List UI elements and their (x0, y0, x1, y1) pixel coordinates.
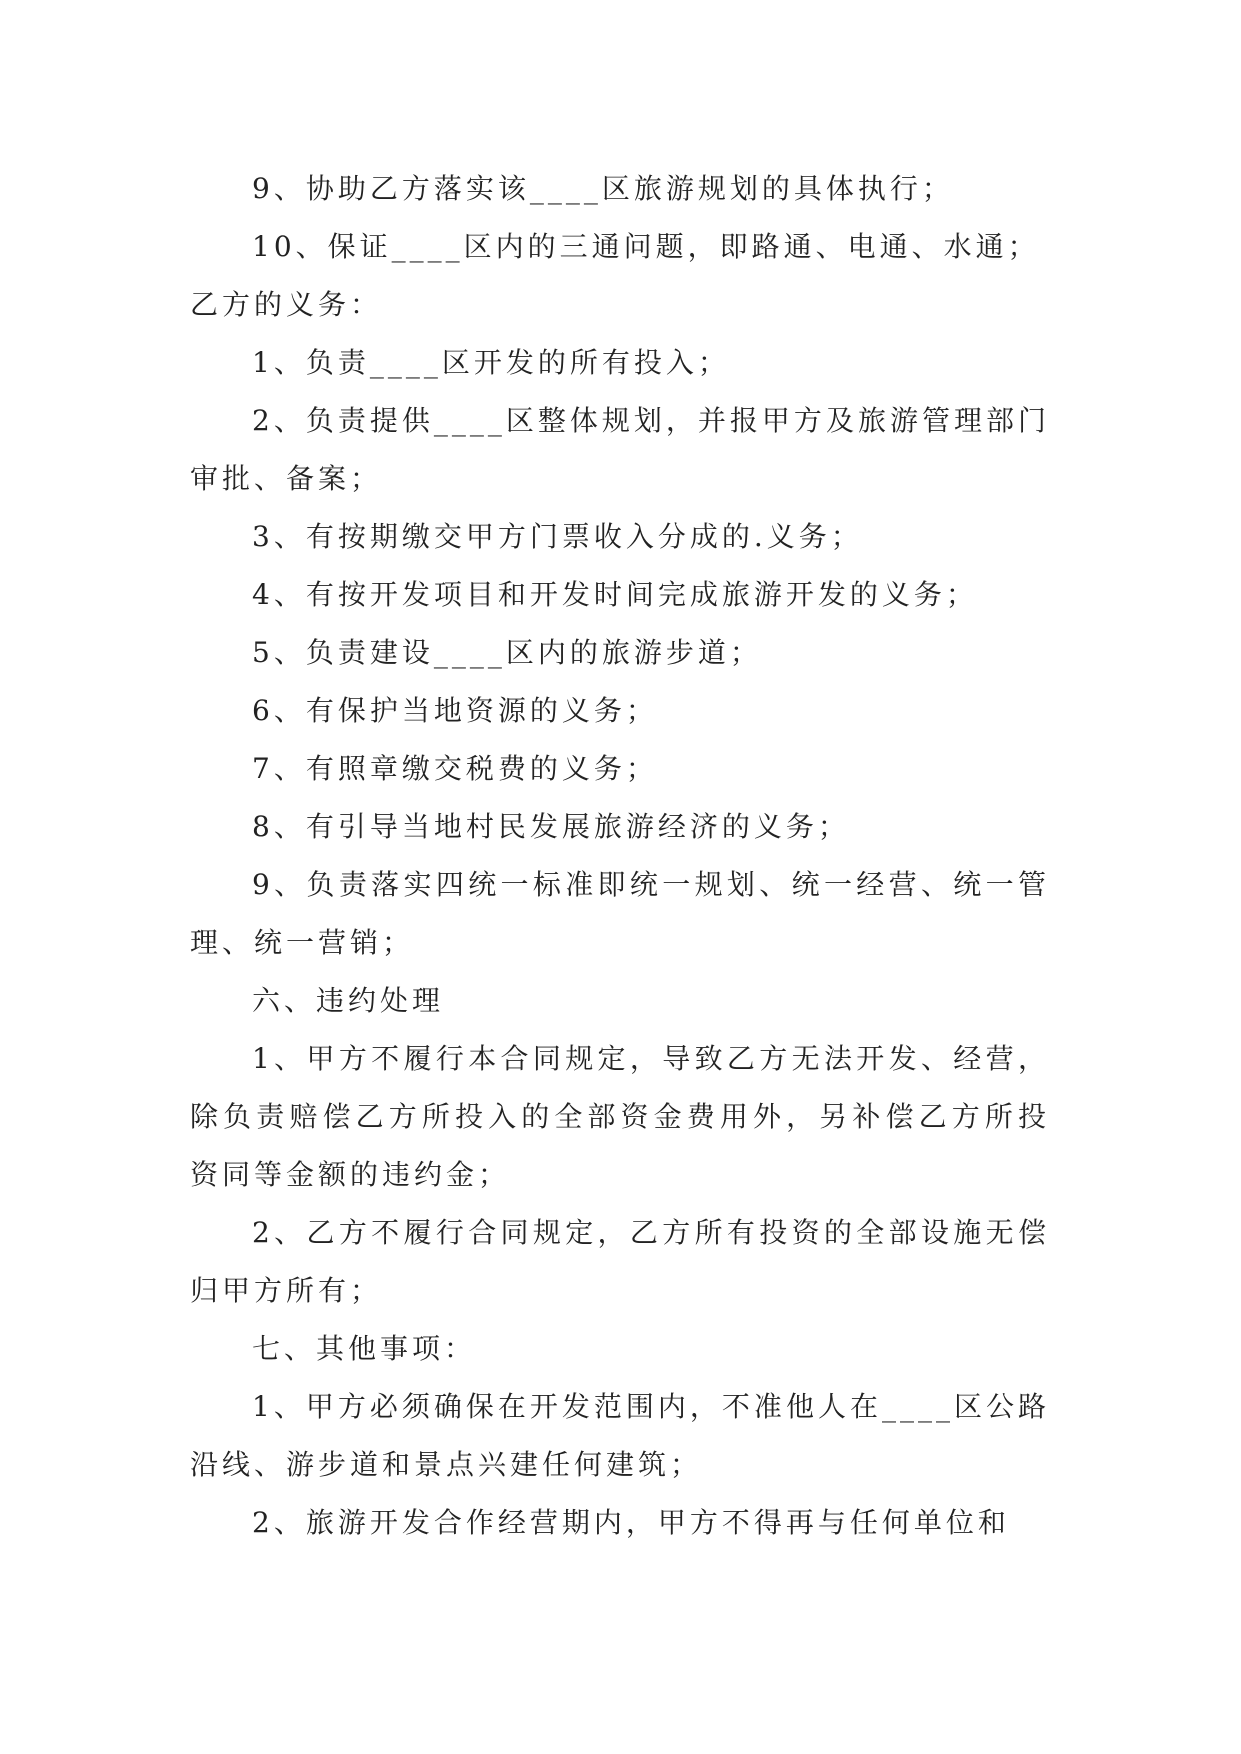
paragraph: 2、旅游开发合作经营期内，甲方不得再与任何单位和 (252, 1506, 1010, 1539)
paragraph: 1、甲方必须确保在开发范围内，不准他人在____区公路沿线、游步道和景点兴建任何建筑； (190, 1390, 1050, 1481)
paragraph: 9、协助乙方落实该____区旅游规划的具体执行； (252, 172, 954, 205)
paragraph: 4、有按开发项目和开发时间完成旅游开发的义务； (252, 578, 978, 611)
paragraph: 1、甲方不履行本合同规定，导致乙方无法开发、经营，除负责赔偿乙方所投入的全部资金费用外，另补偿乙方所投资同等金额的违约金； (190, 1042, 1050, 1191)
paragraph: 8、有引导当地村民发展旅游经济的义务； (252, 810, 850, 843)
section-heading: 乙方的义务： (190, 288, 383, 321)
section-heading: 六、违约处理 (252, 984, 445, 1017)
paragraph: 2、乙方不履行合同规定，乙方所有投资的全部设施无偿归甲方所有； (190, 1216, 1050, 1307)
paragraph: 6、有保护当地资源的义务； (252, 694, 658, 727)
paragraph: 10、保证____区内的三通问题，即路通、电通、水通； (252, 230, 1040, 263)
paragraph: 9、负责落实四统一标准即统一规划、统一经营、统一管理、统一营销； (190, 868, 1050, 959)
paragraph: 7、有照章缴交税费的义务； (252, 752, 658, 785)
paragraph: 5、负责建设____区内的旅游步道； (252, 636, 762, 669)
paragraph: 1、负责____区开发的所有投入； (252, 346, 730, 379)
document-body (190, 160, 1050, 1552)
section-heading: 七、其他事项： (252, 1332, 477, 1365)
paragraph: 3、有按期缴交甲方门票收入分成的.义务； (252, 520, 863, 553)
paragraph: 2、负责提供____区整体规划，并报甲方及旅游管理部门审批、备案； (190, 404, 1050, 495)
